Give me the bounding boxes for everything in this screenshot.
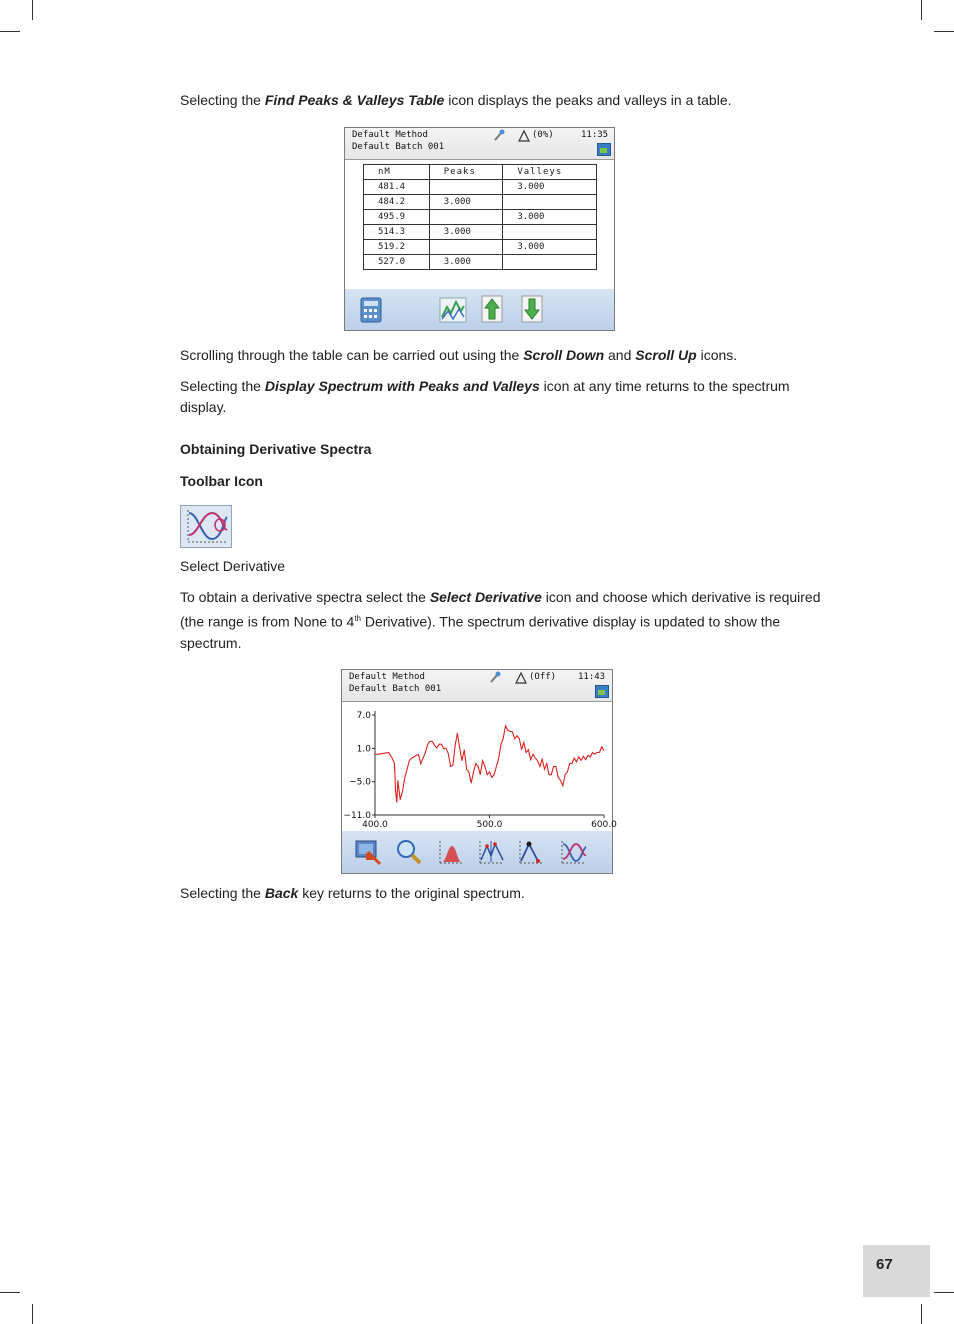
crop-mark [934, 31, 954, 32]
scroll-up-icon[interactable] [481, 295, 503, 323]
peaks-valleys-table [363, 164, 597, 270]
emphasis: Back [264, 885, 299, 901]
derivative-spectrum-screen [341, 669, 617, 874]
batch-name: Default Batch 001 [352, 142, 445, 152]
y-tick-label: 7.0 [356, 711, 371, 721]
derivative-paragraph [180, 587, 835, 654]
table-cell: 3.000 [429, 255, 503, 270]
table-row [364, 180, 597, 195]
batch-name: Default Batch 001 [349, 684, 442, 694]
spectrum-peaks-icon[interactable] [439, 297, 467, 323]
table-cell: 519.2 [364, 240, 430, 255]
save-icon[interactable] [597, 143, 611, 156]
table-cell: 484.2 [364, 195, 430, 210]
emphasis: Find Peaks & Valleys Table [264, 92, 445, 108]
text: key returns to the original spectrum. [298, 885, 525, 901]
table-header-row [364, 165, 597, 180]
table-cell [429, 240, 503, 255]
column-header: nM [364, 165, 430, 180]
text: icon displays the peaks and valleys in a table. [444, 92, 732, 108]
table-cell: 3.000 [429, 195, 503, 210]
y-tick-label: 1.0 [356, 744, 371, 755]
y-tick-label: −11.0 [343, 811, 371, 821]
peak-marker-icon[interactable] [516, 838, 546, 866]
scroll-down-icon[interactable] [521, 295, 543, 323]
intro-paragraph [180, 90, 835, 111]
emphasis: Scroll Down [523, 347, 605, 363]
text: Selecting the [180, 92, 265, 108]
table-cell: 3.000 [503, 240, 597, 255]
zoom-icon[interactable] [395, 838, 423, 866]
wrench-icon [492, 129, 506, 142]
y-tick-label: −5.0 [349, 777, 371, 788]
table-cell: 514.3 [364, 225, 430, 240]
subsection-heading: Toolbar Icon [180, 473, 263, 489]
table-cell: 3.000 [503, 210, 597, 225]
scroll-paragraph [180, 345, 835, 366]
crop-mark [0, 1292, 20, 1293]
table-cell: 495.9 [364, 210, 430, 225]
text: Selecting the [180, 885, 265, 901]
method-name: Default Method [352, 130, 428, 140]
page-number: 67 [876, 1256, 893, 1273]
derivative-icon[interactable] [558, 838, 588, 866]
clock: 11:43 [578, 672, 606, 682]
crop-mark [921, 0, 922, 20]
delta-icon [517, 129, 531, 142]
crop-mark [921, 1304, 922, 1324]
x-tick-label: 500.0 [476, 820, 503, 830]
table-cell: 481.4 [364, 180, 430, 195]
clock: 11:35 [581, 130, 609, 140]
screen-toolbar [342, 831, 612, 873]
screen-header [345, 128, 614, 160]
table-cell: 3.000 [503, 180, 597, 195]
emphasis: Scroll Up [635, 347, 697, 363]
column-header: Valleys [503, 165, 597, 180]
spectrum-chart [342, 702, 617, 830]
spectrum-line [375, 726, 604, 803]
method-name: Default Method [349, 672, 425, 682]
text: icon and choose which derivative is required (the range is from None to 4 [180, 589, 821, 630]
x-tick-label: 600.0 [591, 820, 617, 830]
peak-fill-icon[interactable] [436, 838, 464, 866]
select-derivative-icon [180, 505, 232, 548]
table-cell [503, 225, 597, 240]
back-icon[interactable] [354, 838, 382, 866]
table-row [364, 225, 597, 240]
status-text: (Off) [529, 672, 557, 682]
crop-mark [32, 1304, 33, 1324]
crop-mark [934, 1292, 954, 1293]
x-tick-label: 400.0 [362, 820, 388, 830]
crop-mark [0, 31, 20, 32]
back-paragraph [180, 883, 835, 904]
table-cell [503, 255, 597, 270]
text: and [604, 347, 636, 363]
emphasis: Display Spectrum with Peaks and Valleys [264, 378, 540, 394]
table-cell [429, 180, 503, 195]
emphasis: Select Derivative [429, 589, 542, 605]
table-row [364, 195, 597, 210]
text: Scrolling through the table can be carried out using the [180, 347, 524, 363]
table-cell [429, 210, 503, 225]
superscript: th [354, 614, 361, 623]
delta-icon [514, 671, 528, 684]
page-number-box [863, 1245, 930, 1297]
section-heading: Obtaining Derivative Spectra [180, 441, 372, 457]
column-header: Peaks [429, 165, 503, 180]
table-cell: 527.0 [364, 255, 430, 270]
text: Selecting the [180, 378, 265, 394]
text: Derivative). The spectrum derivative display is updated to show the spectrum. [180, 613, 781, 651]
icon-caption: Select Derivative [180, 558, 286, 574]
crop-mark [32, 0, 33, 20]
save-icon[interactable] [595, 685, 609, 698]
table-row [364, 255, 597, 270]
table-cell [503, 195, 597, 210]
peaks-valleys-screen [344, 127, 615, 331]
table-row [364, 240, 597, 255]
status-text: (0%) [532, 130, 554, 140]
text: icons. [696, 347, 738, 363]
table-row [364, 210, 597, 225]
text: To obtain a derivative spectra select the [180, 589, 430, 605]
calculator-icon[interactable] [360, 297, 382, 323]
text: icon at any time returns to the spectrum display. [180, 378, 790, 415]
display-spectrum-paragraph [180, 376, 835, 418]
table-cell: 3.000 [429, 225, 503, 240]
screen-toolbar [345, 289, 614, 330]
wrench-icon [488, 671, 502, 684]
screen-header [342, 670, 612, 702]
peaks-valleys-icon[interactable] [476, 838, 506, 866]
